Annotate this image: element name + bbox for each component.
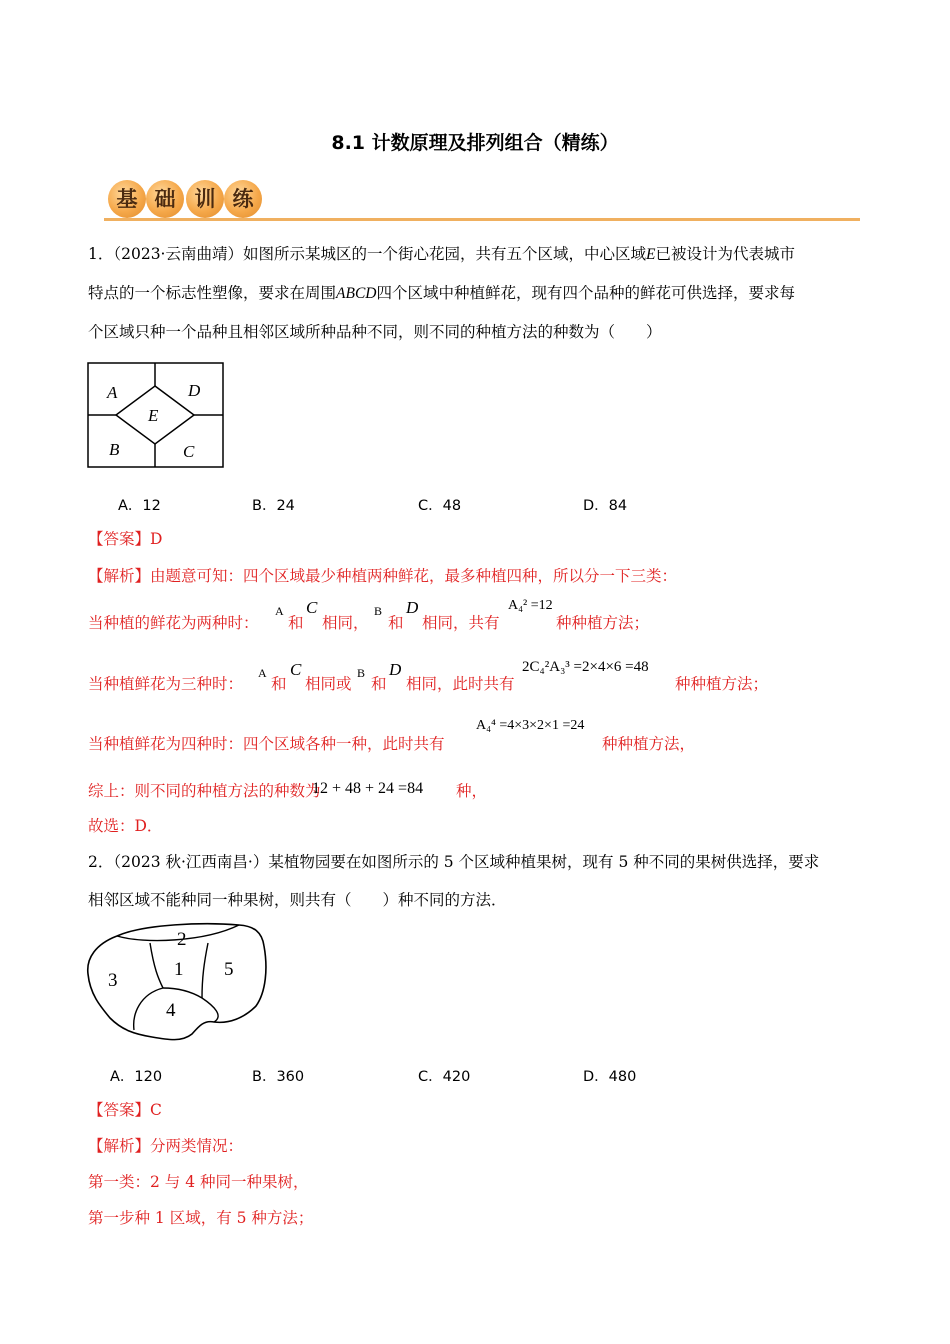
text-methods: 种种植方法； [675,675,769,693]
q2-option-d: D．480 [583,1069,637,1085]
fig2-label-2: 2 [177,929,187,950]
q1-case-four: 当种植鲜花为四种时：四个区域各种一种，此时共有 [88,735,445,753]
q1-line2: 特点的一个标志性塑像，要求在周围ABCD四个区域中种植鲜花，现有四个品种的鲜花可供选择，要求每 [88,284,795,302]
q1-option-b: B．24 [252,498,295,514]
q1-option-a: A．12 [118,498,161,514]
math-c: C [290,660,302,679]
q2-line2: 相邻区域不能种同一种果树，则共有（ ）种不同的方法． [88,891,507,909]
banner-char: 练 [224,180,262,218]
q1-line3: 个区域只种一个品种且相邻区域所种品种不同，则不同的种植方法的种数为（ ） [88,323,662,341]
q1-summary: 综上：则不同的种植方法的种数为 [88,782,321,800]
q1-choose: 故选：D． [88,817,163,835]
text-and: 和 [371,675,387,693]
q2-line1: 2．（2023 秋·江西南昌·）某植物园要在如图所示的 5 个区域种植果树，现有 5 种不同的果树供选择，要求 [88,853,820,871]
formula-a44: A₄⁴ =4×3×2×1 =24 [476,718,585,733]
text-and: 和 [288,614,304,632]
section-divider [104,218,860,221]
fig1-label-d: D [188,381,201,400]
q2-analysis: 【解析】分两类情况： [88,1137,244,1155]
fig2-label-1: 1 [174,959,184,980]
text-and: 和 [271,675,287,693]
q1-case-two: 当种植的鲜花为两种时： [88,614,259,632]
formula-sum: 12 + 48 + 24 =84 [312,780,424,797]
math-c: C [306,598,318,617]
fig2-label-5: 5 [224,959,234,980]
math-d: D [406,598,419,617]
text-and: 和 [388,614,404,632]
q1-answer: 【答案】D [88,530,163,548]
q2-figure [84,918,270,1042]
q1-analysis: 【解析】由题意可知：四个区域最少种植两种鲜花，最多种植四种，所以分一下三类： [88,567,678,585]
q2-option-c: C．420 [418,1069,471,1085]
q2-answer: 【答案】C [88,1101,162,1119]
q2-option-b: B．360 [252,1069,305,1085]
q1-case-three: 当种植鲜花为三种时： [88,675,244,693]
text-methods: 种种植方法， [602,735,696,753]
banner-char: 础 [146,180,184,218]
text-kinds: 种， [456,782,488,800]
math-d: D [389,660,402,679]
math-a: A [258,666,267,680]
q2-step1: 第一步种 1 区域，有 5 种方法； [88,1209,314,1227]
fig1-label-a: A [107,383,118,402]
fig1-label-c: C [183,442,195,461]
text-methods: 种种植方法； [556,614,650,632]
fig1-label-e: E [148,406,159,425]
q2-class1: 第一类：2 与 4 种同一种果树， [88,1173,309,1191]
text-total: 相同，此时共有 [406,675,515,693]
text-same: 相同， [322,614,369,632]
formula-2c42a33: 2C₄²A₃³ =2×4×6 =48 [522,659,649,675]
q1-figure [87,362,227,470]
banner-char: 基 [108,180,146,218]
fig1-label-b: B [109,440,120,459]
banner-char: 训 [186,180,224,218]
fig2-label-4: 4 [166,1000,176,1021]
fig2-label-3: 3 [108,970,118,991]
math-b: B [374,604,383,618]
math-a: A [275,604,284,618]
text-total: 相同，共有 [422,614,500,632]
formula-a42: A₄² =12 [508,598,553,613]
text-same-or: 相同或 [305,675,352,693]
math-b: B [357,666,366,680]
page-title: 8.1 计数原理及排列组合（精练） [331,132,619,154]
q1-option-d: D．84 [583,498,628,514]
q2-option-a: A．120 [110,1069,163,1085]
var-abcd: ABCD [336,285,377,302]
q1-line1: 1．（2023·云南曲靖）如图所示某城区的一个街心花园，共有五个区域，中心区域E已被设计为代表城市 [88,245,795,263]
q1-option-c: C．48 [418,498,462,514]
var-e: E [646,246,656,263]
